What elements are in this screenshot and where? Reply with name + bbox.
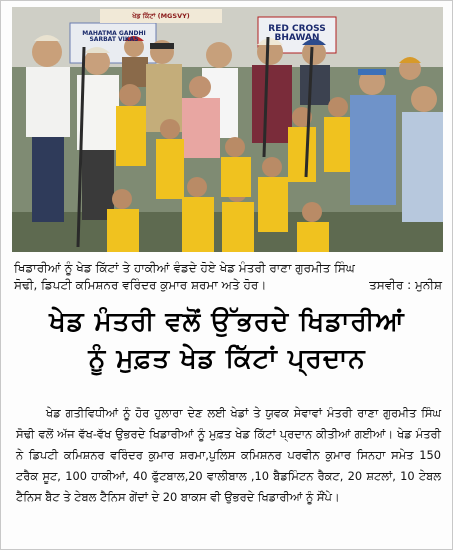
- headline-line-2: ਨੂੰ ਮੁਫ਼ਤ ਖੇਡ ਕਿੱਟਾਂ ਪ੍ਰਦਾਨ: [88, 344, 366, 374]
- caption-line-1: ਖਿਡਾਰੀਆਂ ਨੂੰ ਖੇਡ ਕਿੱਟਾਂ ਤੇ ਹਾਕੀਆਂ ਵੰਡਦੇ ਹੋਏ ਖੇਡ ਮੰਤਰੀ ਰਾਣਾ ਗੁਰਮੀਤ ਸਿੰਘ: [14, 261, 355, 275]
- banner-left-text: MAHATMA GANDHI SARBAT VIKAS: [82, 30, 146, 44]
- headline-line-1: ਖੇਡ ਮੰਤਰੀ ਵਲੋਂ ਉੱਭਰਦੇ ਖਿਡਾਰੀਆਂ: [49, 307, 405, 337]
- caption-text-2: ਸੋਢੀ, ਡਿਪਟੀ ਕਮਿਸ਼ਨਰ ਵਰਿੰਦਰ ਕੁਮਾਰ ਸ਼ਰਮਾ ਅਤੇ ਹੋਰ।: [14, 278, 267, 292]
- article-body: [16, 403, 441, 508]
- caption-line-2: [14, 277, 442, 294]
- photo-caption: [14, 260, 442, 294]
- headline: [5, 305, 449, 376]
- article-paragraph: ਖੇਡ ਗਤੀਵਿਧੀਆਂ ਨੂੰ ਹੋਰ ਹੁਲਾਰਾ ਦੇਣ ਲਈ ਖੇਡਾਂ ਤੇ ਯੁਵਕ ਸੇਵਾਵਾਂ ਮੰਤਰੀ ਰਾਣਾ ਗੁਰਮੀਤ ਸਿੰਘ ਸੋਢੀ ਵਲੋਂ ਅੱਜ ਵੱਖ-ਵੱਖ ਉਭਰਦੇ ਖਿਡਾਰੀਆਂ ਨੂੰ ਮੁਫ਼ਤ ਖੇਡ ਕਿੱਟਾਂ ਪ੍ਰਦਾਨ ਕੀਤੀਆਂ ਗਈਆਂ। ਖੇਡ ਮੰਤਰੀ ਨੇ ਡਿਪਟੀ ਕਮਿਸ਼ਨਰ ਵਰਿੰਦਰ ਕੁਮਾਰ ਸ਼ਰਮਾ,ਪੁਲਿਸ ਕਮਿਸ਼ਨਰ ਪਰਵੀਨ ਕੁਮਾਰ ਸਿਨਹਾ ਸਮੇਤ 150 ਟਰੈਕ ਸੂਟ, 100 ਹਾਕੀਆਂ, 40 ਫੁੱਟਬਾਲ,20 ਵਾਲੀਬਾਲ ,10 ਬੈਡਮਿੰਟਨ ਰੈਕਟ, 20 ਸ਼ਟਲਾਂ, 10 ਟੇਬਲ ਟੈਨਿਸ ਬੈਟ ਤੇ ਟੇਬਲ ਟੈਨਿਸ ਗੇਂਦਾਂ ਦੇ 20 ਬਾਕਸ ਵੀ ਉਭਰਦੇ ਖਿਡਾਰੀਆਂ ਨੂੰ ਸੌਂਪੇ।: [16, 406, 441, 504]
- news-photo: [12, 7, 443, 252]
- photo-illustration: [12, 7, 443, 252]
- photo-credit: ਤਸਵੀਰ : ਮੁਨੀਸ਼: [369, 278, 442, 292]
- red-cross-banner-text: RED CROSS BHAWAN: [268, 24, 326, 44]
- banner-top-text: ਖੇਡ ਕਿੱਟਾਂ (MGSVY): [132, 12, 190, 20]
